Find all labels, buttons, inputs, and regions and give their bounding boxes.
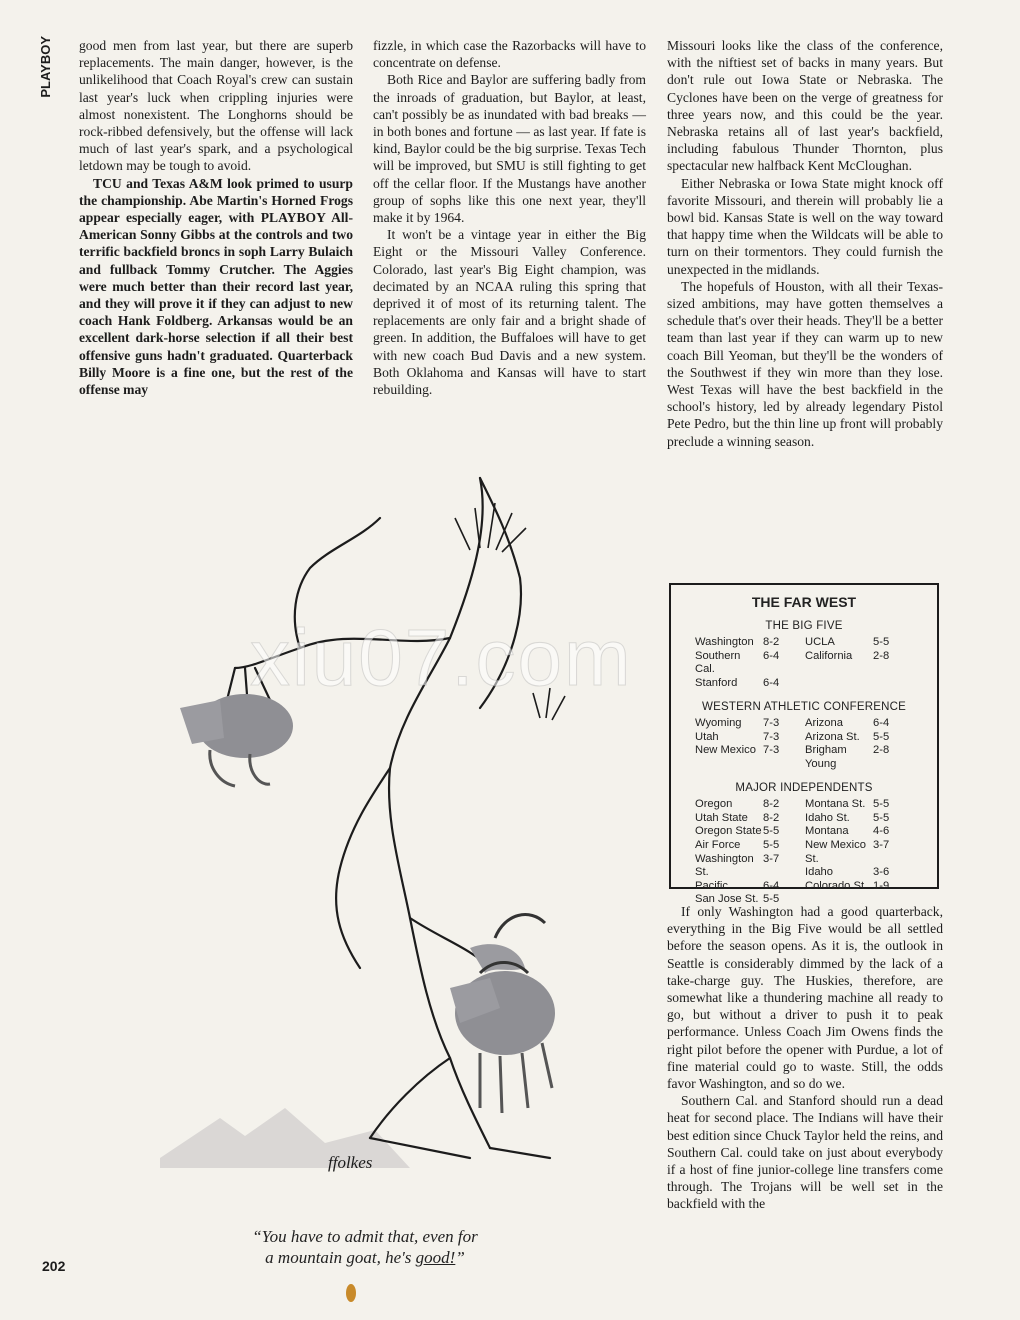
team-name: Southern Cal. (695, 649, 741, 676)
team-name: Montana (805, 825, 849, 838)
team-record: 6-4 (763, 649, 780, 662)
team-record: 5-5 (873, 636, 890, 649)
team-record: 5-5 (763, 838, 780, 851)
article-paragraph: The hopefuls of Houston, with all their Texas-sized ambitions, may have gotten themselves a schedule that's over their heads. They'll be a better team than last year if they can warm up to new coach Bill Yeoman, but they'll be the wonders of the Southwest if they win more than they lose. West Texas will have the best backfield in the school's history, led by already legendary Pistol Pete Pedro, but the thin line up front will probably preclude a winning season. (667, 278, 943, 449)
article-paragraph: Both Rice and Baylor are suffering badly from the inroads of graduation, but Baylor, at least, can't possibly be as inundated with bad breaks — in both bones and fortune — as last year. If fate is kind, Baylor could be the big surprise. Texas Tech will be improved, but SMU is still fighting to get off the cellar floor. If the Mustangs have another group of sophs like this one next year, they'll make it by 1964. (373, 72, 646, 226)
team-record: 5-5 (873, 811, 890, 824)
caption-close-quote: ” (455, 1248, 465, 1267)
goat-pair-icon (450, 915, 555, 1113)
article-paragraph: fizzle, in which case the Razorbacks will have to concentrate on defense. (373, 38, 646, 71)
article-paragraph: It won't be a vintage year in either the Big Eight or the Missouri Valley Conference. Colorado, last year's Big Eight champion, was decimated by an NCAA ruling this spring that deprived it of most of its returning talent. The replacements are only fair and a bright shade of green. In addition, the Buffaloes will have to get with new coach Bud Davis and a new system. Both Oklahoma and Kansas will have to start rebuilding. (373, 227, 646, 398)
team-record: 5-5 (873, 798, 890, 811)
team-name: Wyoming (695, 717, 742, 730)
standings-row (695, 798, 805, 812)
article-column-3-continued (667, 903, 943, 1213)
printer-mark-icon (346, 1284, 356, 1302)
cartoon-caption (170, 1226, 560, 1268)
standings-row (695, 717, 805, 731)
standings-grid (671, 795, 937, 907)
team-record: 8-2 (763, 811, 780, 824)
team-record: 7-3 (763, 730, 780, 743)
masthead-vertical: PLAYBOY (38, 36, 53, 98)
team-name: San Jose St. (695, 893, 759, 906)
team-name: Washington St. (695, 852, 754, 879)
standings-row (695, 825, 805, 839)
team-record: 6-4 (763, 879, 780, 892)
box-title: THE FAR WEST (751, 594, 857, 610)
standings-row (695, 650, 805, 677)
team-name: Air Force (695, 838, 741, 851)
team-name: Utah State (695, 811, 748, 824)
team-name: New Mexico (695, 744, 756, 757)
team-name: California (805, 649, 853, 662)
team-name: UCLA (805, 636, 835, 649)
team-name: Colorado St. (805, 879, 868, 892)
standings-row (805, 880, 915, 894)
standings-row (805, 866, 915, 880)
conference-heading: MAJOR INDEPENDENTS (735, 781, 873, 794)
team-name: Oregon (695, 798, 733, 811)
far-west-standings-box (669, 583, 939, 906)
article-paragraph: Southern Cal. and Stanford should run a dead heat for second place. The Indians will have their best edition since Chuck Taylor held the reins, and Southern Cal. could take on just about everybody if a host of fine junior-college line transfers come through. The Trojans will be well set in the backfield with the (667, 1093, 943, 1212)
standings-column (805, 636, 915, 690)
team-record: 2-8 (873, 744, 890, 757)
team-name: Idaho (805, 866, 833, 879)
article-paragraph: Missouri looks like the class of the conference, with the niftiest set of backs in many years. But don't rule out Iowa State or Nebraska. The Cyclones have been on the verge of greatness for three years now, and this could be the year. Nebraska retains all of last year's backfield, including fabulous Thunder Thornton, plus spectacular new halfback Kent McCloughan. (667, 38, 943, 174)
team-name: Arizona (805, 717, 843, 730)
team-record: 7-3 (763, 744, 780, 757)
team-name: New Mexico St. (805, 838, 866, 865)
article-column-2 (373, 37, 646, 398)
team-name: Brigham Young (805, 744, 847, 770)
team-name: Stanford (695, 676, 738, 689)
conference-heading: WESTERN ATHLETIC CONFERENCE (702, 700, 906, 713)
team-record: 3-7 (763, 852, 780, 865)
team-record: 1-9 (873, 879, 890, 892)
watermark-text: xiu07.com (250, 613, 633, 702)
goat-cartoon-illustration (150, 468, 610, 1208)
standings-row (695, 731, 805, 745)
team-record: 5-5 (763, 893, 780, 906)
artist-signature: ffolkes (328, 1153, 373, 1172)
team-record: 4-6 (873, 825, 890, 838)
standings-column (695, 636, 805, 690)
team-name: Arizona St. (805, 730, 860, 743)
caption-line-1: “You have to admit that, even for (252, 1227, 478, 1246)
team-record: 6-4 (763, 676, 780, 689)
standings-column (805, 717, 915, 771)
team-name: Idaho St. (805, 811, 850, 824)
standings-row (695, 812, 805, 826)
caption-line-2: a mountain goat, he's (265, 1248, 416, 1267)
page-number: 202 (42, 1258, 66, 1274)
standings-row (695, 839, 805, 853)
team-record: 7-3 (763, 717, 780, 730)
standings-row (695, 853, 805, 880)
standings-row (805, 839, 915, 866)
team-name: Montana St. (805, 798, 866, 811)
team-record: 5-5 (763, 825, 780, 838)
standings-row (695, 744, 805, 758)
standings-row (695, 636, 805, 650)
standings-row (805, 825, 915, 839)
team-record: 8-2 (763, 636, 780, 649)
standings-row (805, 744, 915, 771)
caption-emphasis: good! (415, 1248, 456, 1267)
team-record: 8-2 (763, 798, 780, 811)
standings-row (805, 650, 915, 664)
conference-heading: THE BIG FIVE (765, 619, 843, 632)
standings-column (695, 798, 805, 907)
team-record: 6-4 (873, 717, 890, 730)
team-record: 3-7 (873, 838, 890, 851)
standings-row (805, 636, 915, 650)
team-name: Oregon State (695, 825, 762, 838)
standings-grid (671, 633, 937, 690)
team-record: 5-5 (873, 730, 890, 743)
article-paragraph: If only Washington had a good quarterback, everything in the Big Five would be all settled before the season opens. As it is, the outlook in Seattle is considerably dimmed by the lack of a take-charge guy. The Huskies, therefore, are somewhat like a thundering machine all ready to go, but without a driver to push it to peak performance. Unless Coach Jim Owens finds the right pilot before the opener with Purdue, a lot of fine material could go to waste. Still, the odds favor Washington, and so do we. (667, 904, 943, 1092)
team-name: Washington (695, 636, 754, 649)
article-paragraph: TCU and Texas A&M look primed to usurp the championship. Abe Martin's Horned Frogs appear especially eager, with PLAYBOY All-American Sonny Gibbs at the controls and two terrific backfield broncs in soph Larry Bulaich and fullback Tommy Crutcher. The Aggies were much better than their record last year, and they will prove it if they can adjust to new coach Hank Foldberg. Arkansas would be an excellent dark-horse selection if all their best offensive guns hadn't graduated. Quarterback Billy Moore is a fine one, but the rest of the offense may (79, 175, 353, 398)
team-record: 3-6 (873, 866, 890, 879)
standings-row (695, 677, 805, 691)
standings-column (805, 798, 915, 907)
standings-row (805, 798, 915, 812)
team-name: Utah (695, 730, 719, 743)
article-column-3 (667, 37, 943, 450)
team-name: Pacific (695, 879, 728, 892)
article-column-1 (79, 37, 353, 398)
standings-row (805, 812, 915, 826)
team-record: 2-8 (873, 649, 890, 662)
standings-row (695, 880, 805, 894)
article-paragraph: Either Nebraska or Iowa State might knock off favorite Missouri, and therein will probably lie a bowl bid. Kansas State is well on the way toward that happy time when the Wildcats will be able to turn on their tormentors. They could furnish the unexpected in the midlands. (667, 175, 943, 277)
standings-row (805, 717, 915, 731)
goat-hanging-icon (180, 694, 293, 786)
standings-row (805, 731, 915, 745)
article-paragraph: good men from last year, but there are superb replacements. The main danger, however, is the unlikelihood that Coach Royal's crew can sustain last year's luck when crippling injuries were almost nonexistent. The Longhorns should be rock-ribbed defensively, but the offense will lack much of last year's spark, and a psychological letdown may be tough to avoid. (79, 38, 353, 174)
standings-grid (671, 714, 937, 771)
standings-column (695, 717, 805, 771)
